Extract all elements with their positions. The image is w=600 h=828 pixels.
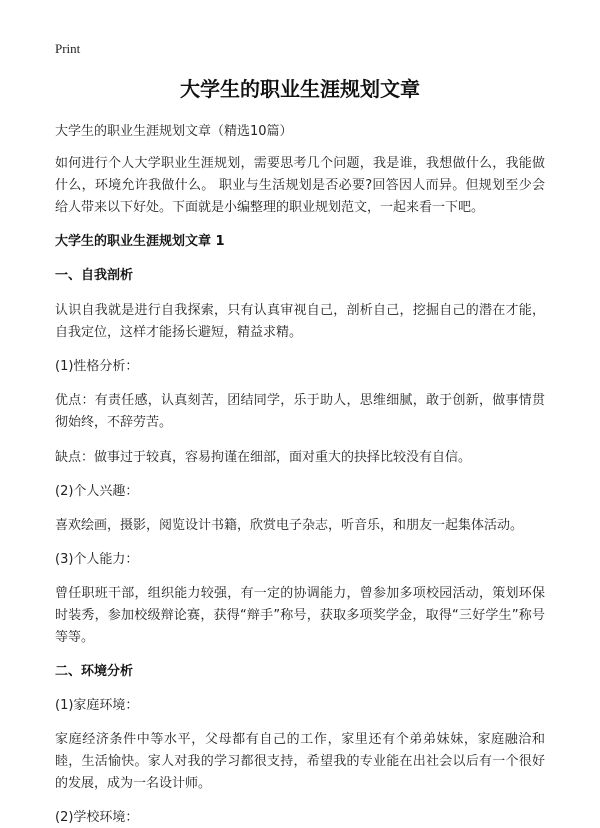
document-subtitle: 大学生的职业生涯规划文章（精选10篇） [55,124,293,139]
school-environment-label: (2)学校环境： [55,810,139,825]
family-environment-paragraph: 家庭经济条件中等水平，父母都有自己的工作，家里还有个弟弟妹妹，家庭融洽和睦，生活愉快。家人对我的学习都很支持，希望我的专业能在出社会以后有一个很好的发展，成为一名设计师。 [55,732,545,791]
interests-paragraph: 喜欢绘画，摄影，阅览设计书籍，欣赏电子杂志，听音乐，和朋友一起集体活动。 [55,518,524,533]
family-environment-label: (1)家庭环境： [55,698,139,713]
personality-label: (1)性格分析： [55,359,139,374]
intro-paragraph: 如何进行个人大学职业生涯规划，需要思考几个问题，我是谁，我想做什么，我能做什么，环境允许我做什么。 职业与生活规划是否必要?回答因人而异。但规划至少会给人带来以下好处。下面就是小编整理的职业规划范文，一起来看一下吧。 [55,156,545,215]
article-heading: 大学生的职业生涯规划文章 1 [55,234,225,249]
weaknesses-paragraph: 缺点：做事过于较真，容易拘谨在细部，面对重大的抉择比较没有自信。 [55,450,472,465]
strengths-paragraph: 优点：有责任感，认真刻苦，团结同学，乐于助人，思维细腻，敢于创新，做事情贯彻始终，不辞劳苦。 [55,393,545,430]
abilities-paragraph: 曾任职班干部，组织能力较强，有一定的协调能力，曾参加多项校园活动，策划环保时装秀，参加校级辩论赛，获得“辩手”称号，获取多项奖学金，取得“三好学生”称号等等。 [55,586,545,645]
interests-label: (2)个人兴趣： [55,484,139,499]
page-title: 大学生的职业生涯规划文章 [180,77,420,101]
print-link[interactable]: Print [55,41,81,56]
section-heading-environment: 二、环境分析 [55,664,134,679]
abilities-label: (3)个人能力： [55,552,139,567]
section-heading-self-analysis: 一、自我剖析 [55,268,134,283]
self-analysis-paragraph: 认识自我就是进行自我探索，只有认真审视自己，剖析自己，挖掘自己的潜在才能，自我定位，这样才能扬长避短，精益求精。 [55,303,545,340]
